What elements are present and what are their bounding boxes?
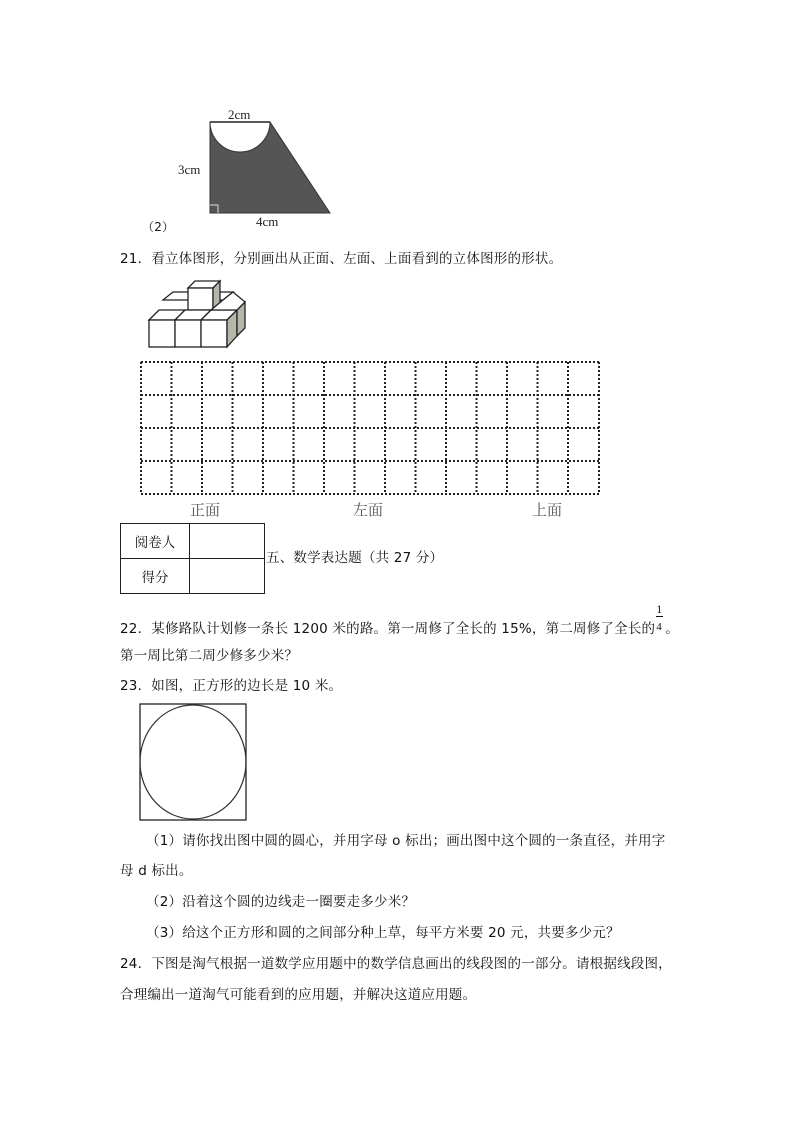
fraction-numerator: 1 <box>656 602 663 616</box>
score-row <box>121 559 265 594</box>
grader-row <box>121 524 265 559</box>
question-23-text: 23．如图，正方形的边长是 10 米。 <box>120 678 343 694</box>
question-23-sub1-line2: 母 d 标出。 <box>120 863 193 879</box>
score-box <box>120 523 265 594</box>
question-24-line2: 合理编出一道淘气可能看到的应用题，并解决这道应用题。 <box>120 987 477 1003</box>
bottom-dimension-label: 4cm <box>256 214 279 229</box>
square-circle-figure <box>139 703 257 825</box>
question-22-line2: 第一周比第二周少修多少米？ <box>120 648 299 664</box>
question-22-period: 。 <box>665 621 679 637</box>
dotted-grid-lines <box>140 361 600 495</box>
grader-label: 阅卷人 <box>121 524 190 559</box>
top-dimension-label: 2cm <box>228 107 251 122</box>
question-23-sub1-line1: （1）请你找出图中圆的圆心，并用字母 o 标出；画出图中这个圆的一条直径，并用字 <box>146 833 666 849</box>
grader-field[interactable] <box>190 524 265 559</box>
left-view-label: 左面 <box>353 503 384 519</box>
cube-stack-figure <box>145 276 255 351</box>
cube-stack-icon <box>145 276 255 351</box>
fraction-one-quarter <box>655 602 665 638</box>
section-title: 五、数学表达题（共 27 分） <box>266 550 444 566</box>
question-22-line1 <box>120 602 679 638</box>
score-field[interactable] <box>190 559 265 594</box>
subfigure-label: （2） <box>142 220 175 234</box>
drawing-grid[interactable] <box>140 361 600 495</box>
fraction-denominator: 4 <box>656 621 662 633</box>
question-21-text: 21．看立体图形，分别画出从正面、左面、上面看到的立体图形的形状。 <box>120 251 563 267</box>
question-22-text: 22．某修路队计划修一条长 1200 米的路。第一周修了全长的 15%，第二周修了全长的 <box>120 621 656 637</box>
inscribed-circle-diagram <box>139 703 257 821</box>
fraction-bar <box>656 616 663 617</box>
question-24-line1: 24．下图是淘气根据一道数学应用题中的数学信息画出的线段图的一部分。请根据线段图， <box>120 956 672 972</box>
left-dimension-label: 3cm <box>178 162 201 177</box>
front-view-label: 正面 <box>190 503 221 519</box>
question-23-sub3: （3）给这个正方形和圆的之间部分种上草，每平方米要 20 元，共要多少元？ <box>146 925 620 941</box>
question-23-sub2: （2）沿着这个圆的边线走一圈要走多少米？ <box>146 894 416 910</box>
top-view-label: 上面 <box>532 503 563 519</box>
score-label: 得分 <box>121 559 190 594</box>
